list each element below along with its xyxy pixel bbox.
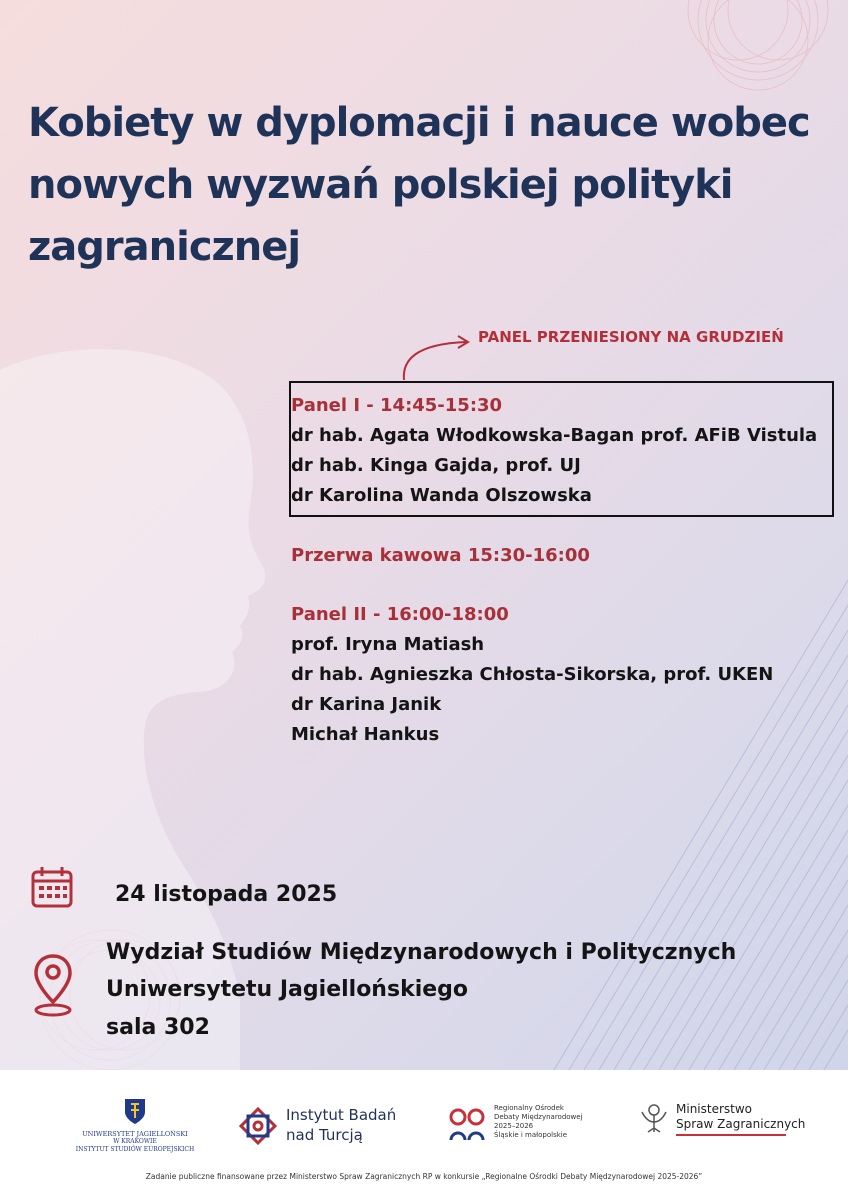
uj-city: W KRAKOWIE <box>113 1138 157 1145</box>
location-pin-icon <box>32 952 74 1018</box>
curved-arrow-icon <box>396 330 476 382</box>
panel-1-speaker: dr hab. Agata Włodkowska-Bagan prof. AFiB Vistula <box>291 425 818 446</box>
ibt-emblem-icon <box>236 1104 280 1148</box>
decorative-diagonal-lines <box>548 560 848 1080</box>
polish-eagle-icon <box>638 1100 670 1138</box>
uj-institute: INSTYTUT STUDIÓW EUROPEJSKICH <box>75 1146 195 1153</box>
panel-2-speaker: dr Karina Janik <box>291 694 442 715</box>
panel-2-speaker: prof. Iryna Matiash <box>291 634 485 655</box>
decorative-rings <box>658 0 848 100</box>
coffee-break: Przerwa kawowa 15:30-16:00 <box>291 545 590 566</box>
msz-name-line: Spraw Zagranicznych <box>676 1117 806 1131</box>
calendar-icon <box>30 865 74 909</box>
panel-1-speaker: dr Karolina Wanda Olszowska <box>291 485 592 506</box>
rodm-text-line: Debaty Międzynarodowej <box>494 1113 583 1121</box>
poster-title: Kobiety w dyplomacji i nauce wobec nowych wyzwań polskiej polityki zagranicznej <box>28 100 810 270</box>
msz-red-bar <box>676 1134 786 1136</box>
uj-logo <box>70 1096 200 1154</box>
venue-line: Wydział Studiów Międzynarodowych i Politycznych <box>106 940 737 965</box>
panel-1-speaker: dr hab. Kinga Gajda, prof. UJ <box>291 455 581 476</box>
msz-name-line: Ministerstwo <box>676 1102 753 1116</box>
panel-2-speaker: dr hab. Agnieszka Chłosta-Sikorska, prof. UKEN <box>291 664 774 685</box>
ibt-name-line: Instytut Badań <box>286 1106 397 1124</box>
uj-crest-icon <box>122 1096 148 1126</box>
rodm-text-line: Śląskie i małopolskie <box>494 1131 568 1139</box>
rodm-emblem-icon <box>448 1106 488 1146</box>
panel-1-heading: Panel I - 14:45-15:30 <box>291 395 503 416</box>
venue-room: sala 302 <box>106 1015 210 1040</box>
postponed-note: PANEL PRZENIESIONY NA GRUDZIEŃ <box>478 328 784 346</box>
panel-2-speaker: Michał Hankus <box>291 724 440 745</box>
event-date: 24 listopada 2025 <box>115 882 338 907</box>
panel-2-heading: Panel II - 16:00-18:00 <box>291 604 509 625</box>
ibt-name-line: nad Turcją <box>286 1126 363 1144</box>
venue-line: Uniwersytetu Jagiellońskiego <box>106 977 469 1002</box>
funding-footnote: Zadanie publiczne finansowane przez Ministerstwo Spraw Zagranicznych RP w konkursie „Regionalne Ośrodki Debaty Międzynarodowej 2025-2026” <box>145 1172 703 1181</box>
uj-name: UNIWERSYTET JAGIELLOŃSKI <box>82 1130 188 1138</box>
rodm-text-line: Regionalny Ośrodek <box>494 1104 564 1112</box>
rodm-text-line: 2025–2026 <box>494 1122 534 1130</box>
sponsors-footer <box>0 1070 848 1200</box>
